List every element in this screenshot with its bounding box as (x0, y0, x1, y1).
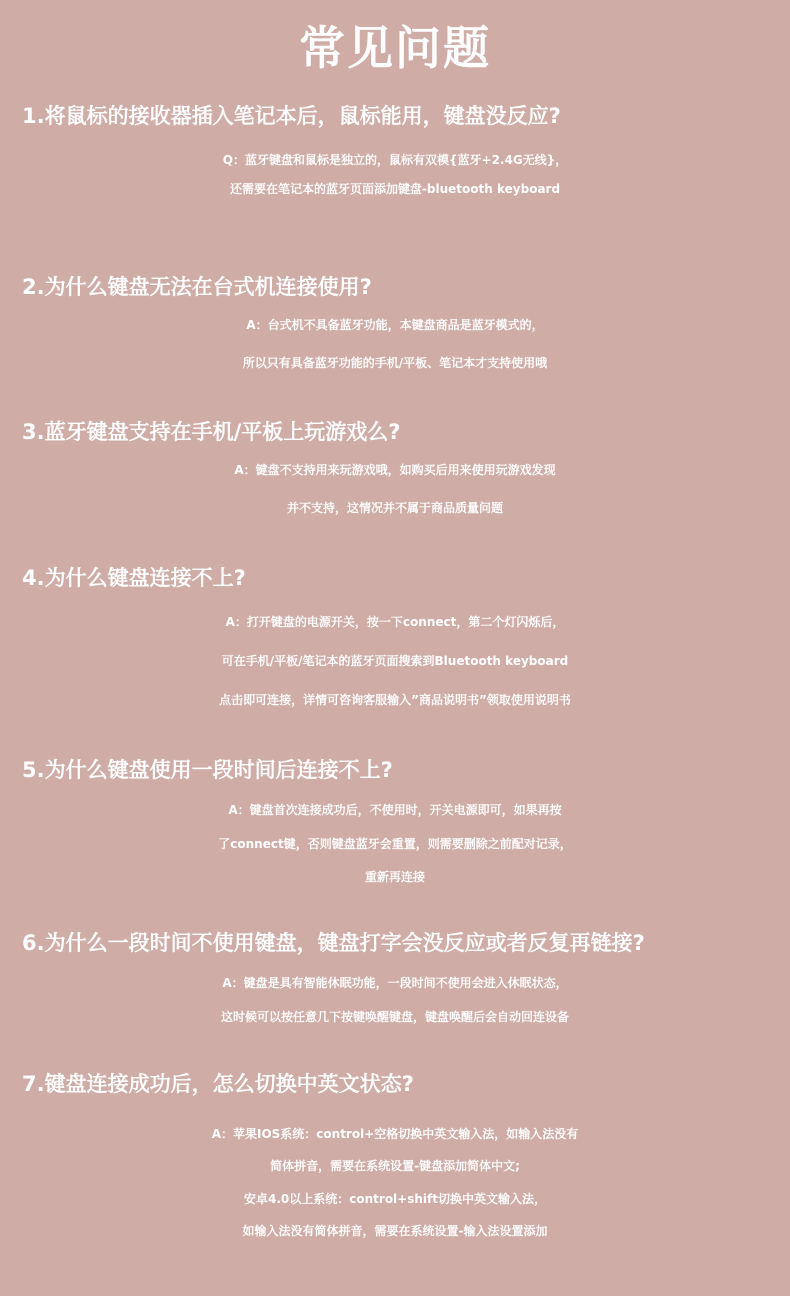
faq-2-answer-line-1: A：台式机不具备蓝牙功能，本键盘商品是蓝牙模式的， (246, 318, 544, 332)
faq-6-question: 6.为什么一段时间不使用键盘，键盘打字会没反应或者反复再链接? (22, 931, 645, 955)
faq-7-answer-line-1: A：苹果IOS系统：control+空格切换中英文输入法，如输入法没有 (211, 1127, 579, 1141)
faq-1-question: 1.将鼠标的接收器插入笔记本后，鼠标能用，键盘没反应? (22, 104, 561, 128)
faq-6-answer-line-1: A：键盘是具有智能休眠功能，一段时间不使用会进入休眠状态， (222, 976, 568, 990)
page-title: 常见问题 (299, 21, 491, 75)
faq-3-answer-line-1: A：键盘不支持用来玩游戏哦，如购买后用来使用玩游戏发现 (234, 463, 556, 477)
faq-2-question: 2.为什么键盘无法在台式机连接使用? (22, 275, 372, 299)
faq-7-answer-line-3: 安卓4.0以上系统：control+shift切换中英文输入法， (244, 1192, 546, 1206)
faq-4-question: 4.为什么键盘连接不上? (22, 566, 246, 590)
faq-3-answer-line-2: 并不支持，这情况并不属于商品质量问题 (286, 501, 503, 515)
faq-7-answer-line-2: 简体拼音，需要在系统设置-键盘添加简体中文; (270, 1159, 520, 1173)
faq-4-answer-line-2: 可在手机/平板/笔记本的蓝牙页面搜索到Bluetooth keyboard (221, 654, 569, 668)
faq-1-answer-line-1: Q：蓝牙键盘和鼠标是独立的，鼠标有双模{蓝牙+2.4G无线}， (222, 153, 568, 167)
faq-5-answer-line-1: A：键盘首次连接成功后，不使用时，开关电源即可，如果再按 (228, 803, 562, 817)
faq-5-answer-line-2: 了connect键，否则键盘蓝牙会重置，则需要删除之前配对记录， (218, 837, 572, 851)
faq-1-answer-line-2: 还需要在笔记本的蓝牙页面添加键盘-bluetooth keyboard (229, 182, 561, 196)
faq-4-answer-line-3: 点击即可连接，详情可咨询客服输入”商品说明书”领取使用说明书 (219, 693, 571, 707)
faq-4-answer-line-1: A：打开键盘的电源开关，按一下connect，第二个灯闪烁后， (225, 615, 565, 629)
faq-3-question: 3.蓝牙键盘支持在手机/平板上玩游戏么? (22, 420, 401, 444)
faq-2-answer-line-2: 所以只有具备蓝牙功能的手机/平板、笔记本才支持使用哦 (242, 356, 548, 370)
faq-5-question: 5.为什么键盘使用一段时间后连接不上? (22, 758, 393, 782)
faq-7-answer-line-4: 如输入法没有简体拼音，需要在系统设置-输入法设置添加 (242, 1224, 548, 1238)
faq-5-answer-line-3: 重新再连接 (364, 870, 425, 884)
faq-7-question: 7.键盘连接成功后，怎么切换中英文状态? (22, 1072, 414, 1096)
faq-6-answer-line-2: 这时候可以按任意几下按键唤醒键盘，键盘唤醒后会自动回连设备 (220, 1010, 569, 1024)
